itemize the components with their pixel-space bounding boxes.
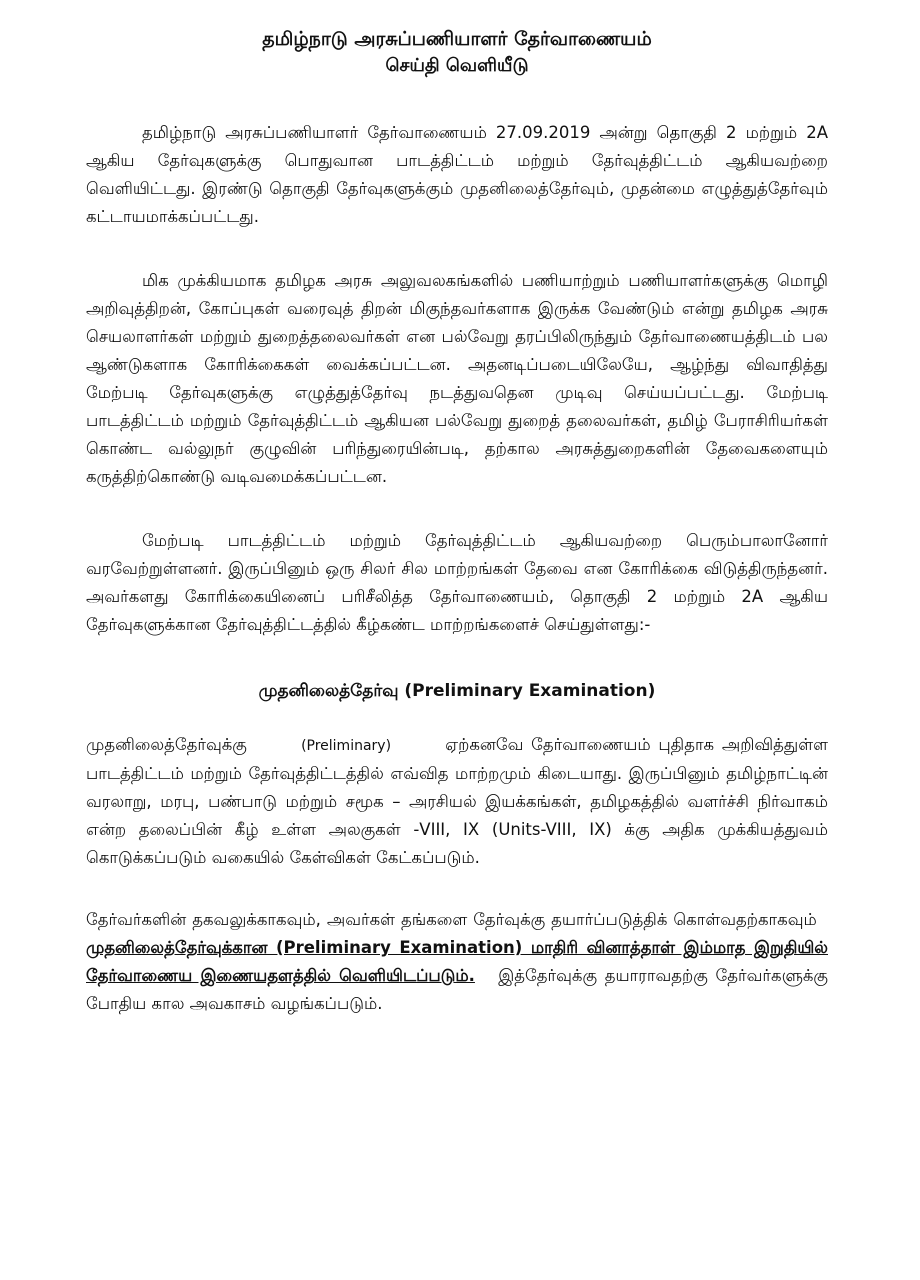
paragraph-model-question-paper	[86, 906, 828, 1018]
paragraph-preliminary-details	[86, 731, 828, 872]
document-subtitle: செய்தி வெளியீடு	[385, 55, 529, 76]
preliminary-details-text: ஏற்கனவே தேர்வாணையம் புதிதாக அறிவித்துள்ள பாடத்திட்டம் மற்றும் தேர்வுத்திட்டத்தில் எவ்வித மாற்றமும் கிடையாது. இருப்பினும் தமிழ்நாட்டின் வரலாறு, மரபு, பண்பாடு மற்றும் சமூக – அரசியல் இயக்கங்கள், தமிழகத்தில் வளர்ச்சி நிர்வாகம் என்ற தலைப்பின் கீழ் உள்ள அலகுகள் -VIII, IX (Units-VIII, IX) க்கு அதிக முக்கியத்துவம் கொடுக்கப்படும் வகையில் கேள்விகள் கேட்கப்படும்.	[86, 735, 828, 867]
paragraph-syllabus-announcement: தமிழ்நாடு அரசுப்பணியாளர் தேர்வாணையம் 27.09.2019 அன்று தொகுதி 2 மற்றும் 2A ஆகிய தேர்வுகளுக்கு பொதுவான பாடத்திட்டம் மற்றும் தேர்வுத்திட்டம் ஆகியவற்றை வெளியிட்டது. இரண்டு தொகுதி தேர்வுகளுக்கும் முதனிலைத்தேர்வும், முதன்மை எழுத்துத்தேர்வும் கட்டாயமாக்கப்பட்டது.	[86, 123, 828, 226]
paragraph-language-skills: மிக முக்கியமாக தமிழக அரசு அலுவலகங்களில் பணியாற்றும் பணியாளர்களுக்கு மொழி அறிவுத்திறன், கோப்புகள் வரைவுத் திறன் மிகுந்தவர்களாக இருக்க வேண்டும் என்று தமிழக அரசு செயலாளர்கள் மற்றும் துறைத்தலைவர்கள் என பல்வேறு தரப்பிலிருந்தும் தேர்வாணையத்திடம் பல ஆண்டுகளாக கோரிக்கைகள் வைக்கப்பட்டன. அதனடிப்படையிலேயே, ஆழ்ந்து விவாதித்து மேற்படி தேர்வுகளுக்கு எழுத்துத்தேர்வு நடத்துவதென முடிவு செய்யப்பட்டது. மேற்படி பாடத்திட்டம் மற்றும் தேர்வுத்திட்டம் ஆகியன பல்வேறு துறைத் தலைவர்கள், தமிழ் பேராசிரியர்கள் கொண்ட வல்லுநர் குழுவின் பரிந்துரையின்படி, தற்கால அரசுத்துறைகளின் தேவைகளையும் கருத்திற்கொண்டு வடிவமைக்கப்பட்டன.	[86, 271, 828, 486]
preliminary-english-term: (Preliminary)	[301, 738, 392, 754]
section-heading-preliminary: முதனிலைத்தேர்வு (Preliminary Examination)	[258, 681, 656, 701]
paragraph-changes-made: மேற்படி பாடத்திட்டம் மற்றும் தேர்வுத்திட்டம் ஆகியவற்றை பெரும்பாலானோர் வரவேற்றுள்ளனர். இருப்பினும் ஒரு சிலர் சில மாற்றங்கள் தேவை என கோரிக்கை விடுத்திருந்தனர். அவர்களது கோரிக்கையினைப் பரிசீலித்த தேர்வாணையம், தொகுதி 2 மற்றும் 2A ஆகிய தேர்வுகளுக்கான தேர்வுத்திட்டத்தில் கீழ்கண்ட மாற்றங்களைச் செய்துள்ளது:-	[86, 531, 828, 634]
model-paper-announcement: முதனிலைத்தேர்வுக்கான (Preliminary Examination) மாதிரி வினாத்தாள் இம்மாத இறுதியில் தேர்வாணைய இணையதளத்தில் வெளியிடப்படும்.	[86, 938, 828, 985]
model-paper-intro: தேர்வர்களின் தகவலுக்காகவும், அவர்கள் தங்களை தேர்வுக்கு தயார்ப்படுத்திக் கொள்வதற்காகவும்	[86, 910, 817, 929]
document-title: தமிழ்நாடு அரசுப்பணியாளர் தேர்வாணையம்	[262, 28, 652, 50]
model-paper-closing: இத்தேர்வுக்கு தயாராவதற்கு தேர்வர்களுக்கு போதிய கால அவகாசம் வழங்கப்படும்.	[86, 966, 828, 1013]
preliminary-term: முதனிலைத்தேர்வுக்கு	[86, 735, 247, 754]
